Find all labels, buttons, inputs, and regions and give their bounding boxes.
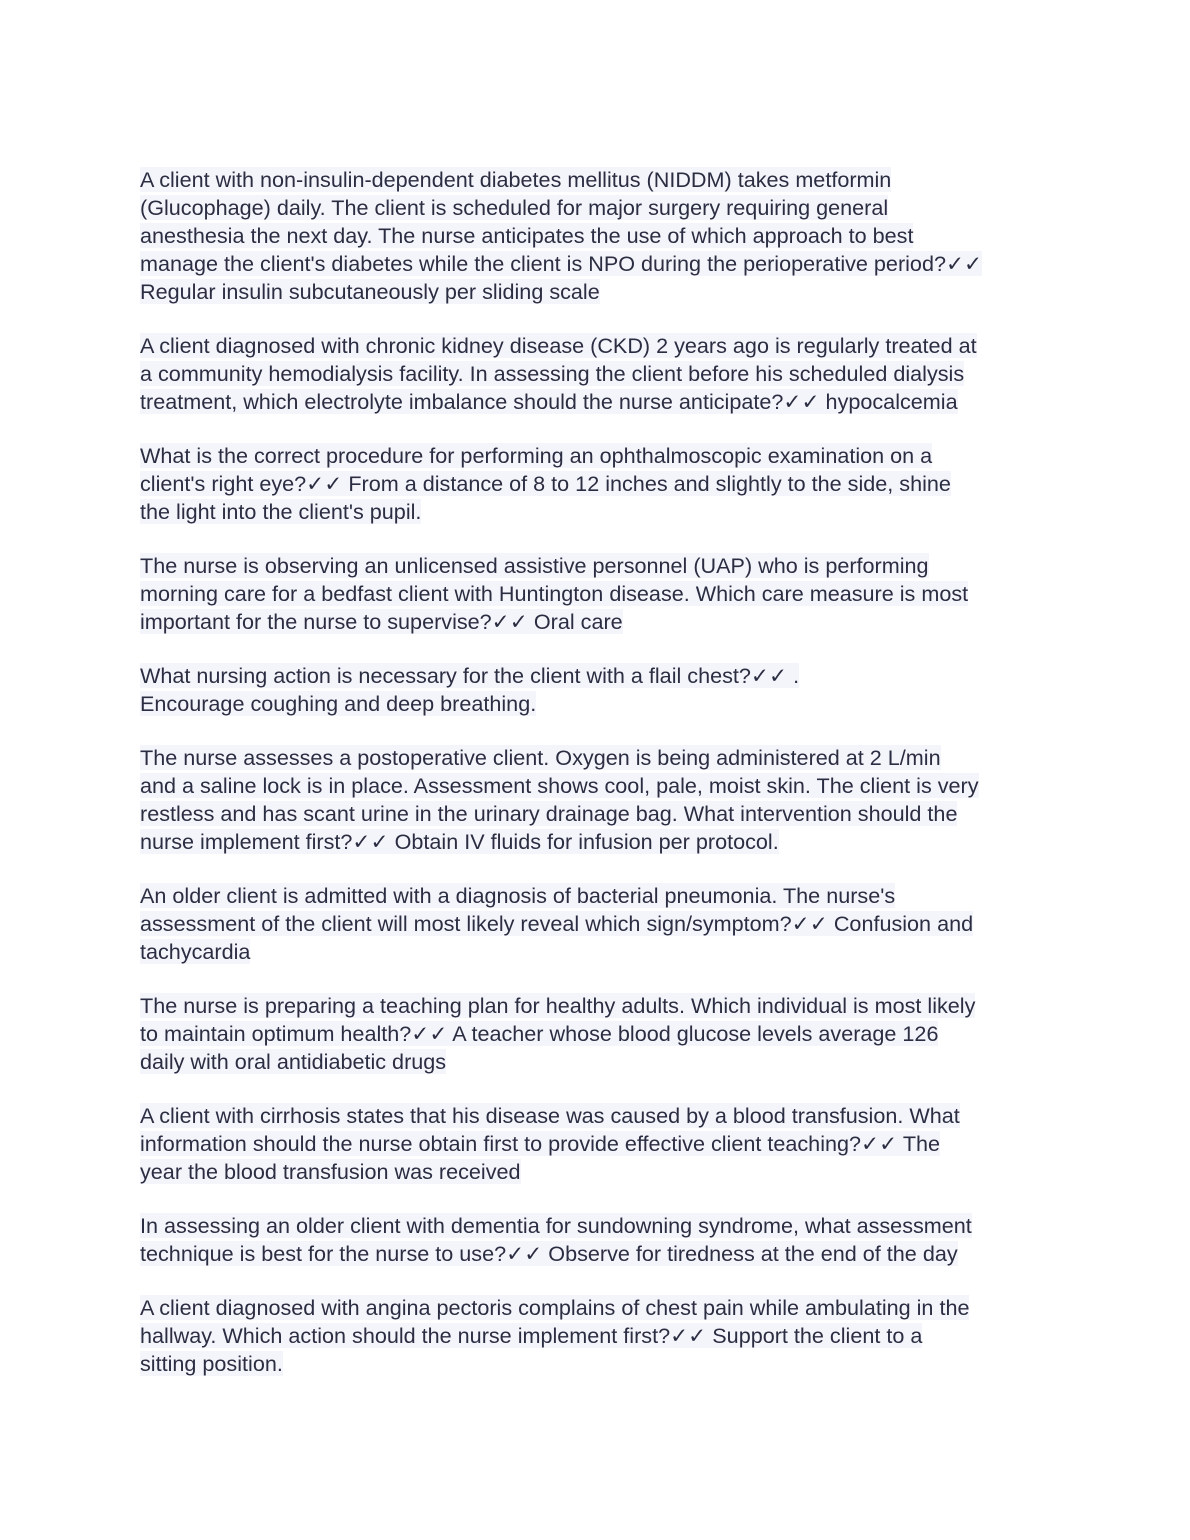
qa-line: a community hemodialysis facility. In assessing the client before his scheduled dialysis xyxy=(140,361,965,386)
qa-item-7 xyxy=(140,882,1055,966)
qa-item-11 xyxy=(140,1294,1055,1378)
qa-line: A client with cirrhosis states that his disease was caused by a blood transfusion. What xyxy=(140,1103,960,1128)
qa-line: hallway. Which action should the nurse implement first?✓✓ Support the client to a xyxy=(140,1323,923,1348)
qa-item-3 xyxy=(140,442,1055,526)
qa-line: An older client is admitted with a diagnosis of bacterial pneumonia. The nurse's xyxy=(140,883,896,908)
qa-line: A client diagnosed with angina pectoris complains of chest pain while ambulating in the xyxy=(140,1295,970,1320)
qa-line: Encourage coughing and deep breathing. xyxy=(140,691,537,716)
qa-line: to maintain optimum health?✓✓ A teacher whose blood glucose levels average 126 xyxy=(140,1021,939,1046)
qa-line: and a saline lock is in place. Assessment shows cool, pale, moist skin. The client is very xyxy=(140,773,979,798)
qa-line: treatment, which electrolyte imbalance should the nurse anticipate?✓✓ hypocalcemia xyxy=(140,389,958,414)
qa-item-1 xyxy=(140,166,1055,306)
qa-item-8 xyxy=(140,992,1055,1076)
qa-item-10 xyxy=(140,1212,1055,1268)
qa-line: The nurse is preparing a teaching plan for healthy adults. Which individual is most likely xyxy=(140,993,976,1018)
qa-line: Regular insulin subcutaneously per sliding scale xyxy=(140,279,600,304)
qa-line: The nurse assesses a postoperative client. Oxygen is being administered at 2 L/min xyxy=(140,745,941,770)
qa-line: (Glucophage) daily. The client is scheduled for major surgery requiring general xyxy=(140,195,889,220)
qa-item-9 xyxy=(140,1102,1055,1186)
qa-line: information should the nurse obtain first to provide effective client teaching?✓✓ The xyxy=(140,1131,941,1156)
qa-line: The nurse is observing an unlicensed assistive personnel (UAP) who is performing xyxy=(140,553,929,578)
qa-line: nurse implement first?✓✓ Obtain IV fluids for infusion per protocol. xyxy=(140,829,779,854)
qa-line: A client diagnosed with chronic kidney disease (CKD) 2 years ago is regularly treated at xyxy=(140,333,977,358)
qa-item-2 xyxy=(140,332,1055,416)
qa-line: anesthesia the next day. The nurse anticipates the use of which approach to best xyxy=(140,223,914,248)
qa-line: the light into the client's pupil. xyxy=(140,499,422,524)
qa-item-6 xyxy=(140,744,1055,856)
qa-line: important for the nurse to supervise?✓✓ Oral care xyxy=(140,609,623,634)
qa-line: daily with oral antidiabetic drugs xyxy=(140,1049,447,1074)
qa-line: year the blood transfusion was received xyxy=(140,1159,521,1184)
qa-line: manage the client's diabetes while the client is NPO during the perioperative period?✓✓ xyxy=(140,251,983,276)
qa-line: restless and has scant urine in the urinary drainage bag. What intervention should the xyxy=(140,801,958,826)
qa-line: assessment of the client will most likely reveal which sign/symptom?✓✓ Confusion and xyxy=(140,911,974,936)
qa-line: morning care for a bedfast client with Huntington disease. Which care measure is most xyxy=(140,581,969,606)
document-body xyxy=(140,166,1055,1404)
qa-line: tachycardia xyxy=(140,939,251,964)
qa-item-5 xyxy=(140,662,1055,718)
qa-line: In assessing an older client with dementia for sundowning syndrome, what assessment xyxy=(140,1213,972,1238)
qa-item-4 xyxy=(140,552,1055,636)
qa-line: client's right eye?✓✓ From a distance of 8 to 12 inches and slightly to the side, shine xyxy=(140,471,951,496)
qa-line: What nursing action is necessary for the client with a flail chest?✓✓ . xyxy=(140,663,800,688)
qa-line: technique is best for the nurse to use?✓✓ Observe for tiredness at the end of the day xyxy=(140,1241,958,1266)
qa-line: A client with non-insulin-dependent diabetes mellitus (NIDDM) takes metformin xyxy=(140,167,892,192)
qa-line: What is the correct procedure for performing an ophthalmoscopic examination on a xyxy=(140,443,933,468)
qa-line: sitting position. xyxy=(140,1351,283,1376)
